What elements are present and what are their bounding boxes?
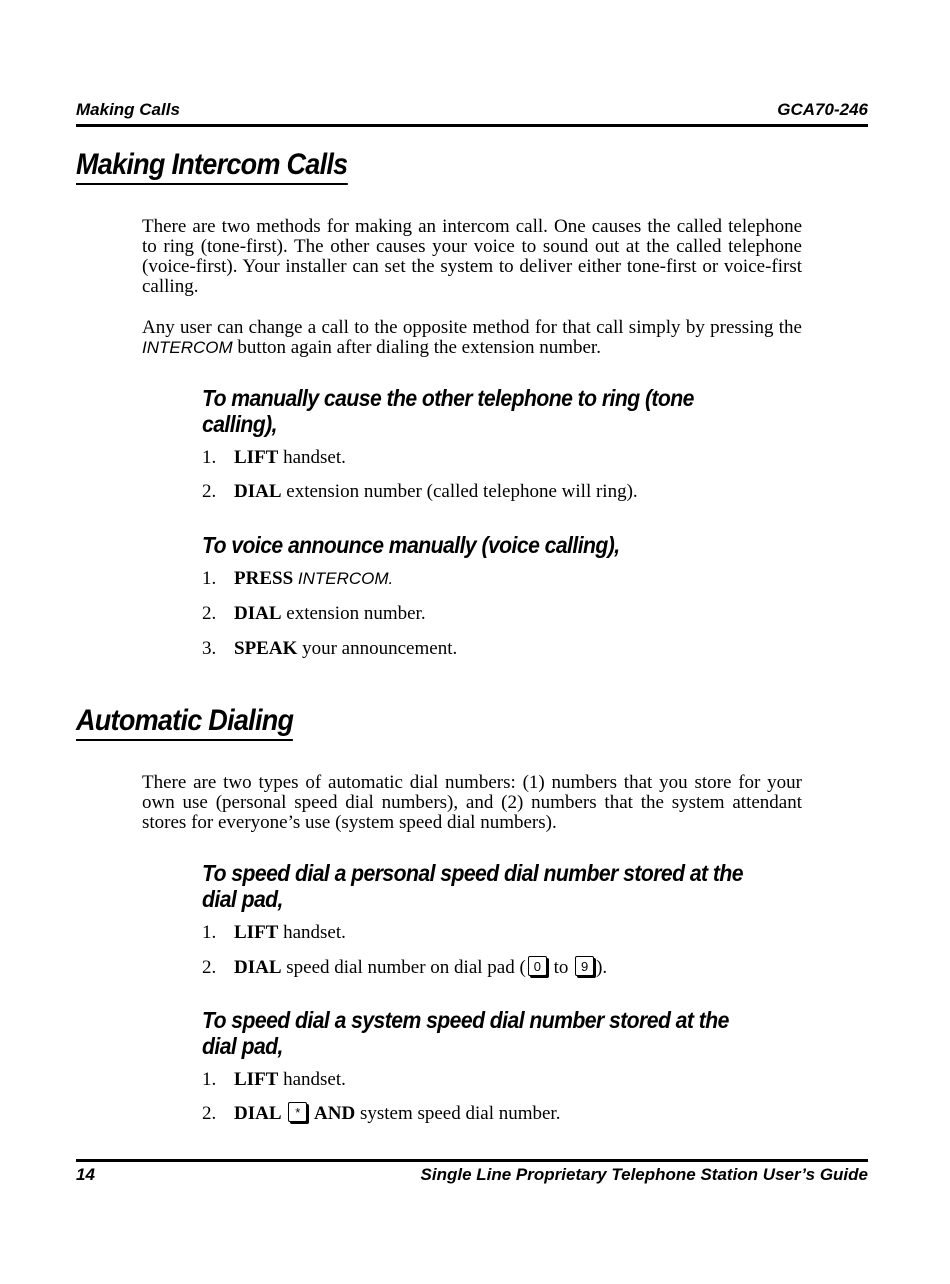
step-keyword: DIAL bbox=[234, 1103, 282, 1124]
step-keyword: PRESS bbox=[234, 568, 294, 589]
step-keyword: DIAL bbox=[234, 957, 282, 978]
step-keyword: LIFT bbox=[234, 922, 279, 943]
step-number: 1. bbox=[202, 568, 217, 589]
intercom-intro-paragraph: There are two methods for making an intercom call. One causes the called telephone to ring (tone-first). The other causes your voice to sound out at the called telephone (voice-first). Your installer can set the system to deliver either tone-first or voice-first calling. bbox=[142, 216, 802, 297]
step-text: ). bbox=[596, 957, 608, 978]
step-number: 2. bbox=[202, 481, 217, 502]
automatic-dialing-paragraph: There are two types of automatic dial numbers: (1) numbers that you store for your own use (personal speed dial numbers), and (2) numbers that the system attendant stores for everyone’s use (system speed dial numbers). bbox=[142, 772, 802, 833]
step-item bbox=[202, 922, 346, 944]
para-text: Any user can change a call to the opposite method for that call simply by pressing the bbox=[142, 317, 802, 338]
subheading-tone-calling: To manually cause the other telephone to ring (tone calling), bbox=[202, 385, 694, 437]
step-number: 1. bbox=[202, 1069, 217, 1090]
section-title-intercom: Making Intercom Calls bbox=[76, 150, 347, 185]
subheading-system-speed-dial: To speed dial a system speed dial number stored at the dial pad, bbox=[202, 1007, 729, 1059]
step-item bbox=[202, 568, 393, 590]
step-text: your announcement. bbox=[297, 638, 458, 659]
section-title-automatic-dialing: Automatic Dialing bbox=[76, 706, 293, 741]
step-keyword: AND bbox=[314, 1103, 356, 1124]
header-chapter: Making Calls bbox=[76, 100, 180, 119]
step-item bbox=[202, 1102, 560, 1125]
step-item bbox=[202, 603, 426, 625]
step-text: system speed dial number. bbox=[355, 1103, 561, 1124]
step-text: extension number. bbox=[281, 603, 426, 624]
step-item bbox=[202, 447, 346, 469]
step-item bbox=[202, 481, 638, 503]
footer-rule bbox=[76, 1159, 868, 1162]
step-text: extension number (called telephone will ring). bbox=[281, 481, 638, 502]
step-keyword: LIFT bbox=[234, 447, 279, 468]
dial-key-0-icon: 0 bbox=[528, 956, 547, 976]
step-number: 3. bbox=[202, 638, 217, 659]
step-number: 2. bbox=[202, 957, 217, 978]
step-number: 1. bbox=[202, 447, 217, 468]
step-keyword: LIFT bbox=[234, 1069, 279, 1090]
subheading-personal-speed-dial: To speed dial a personal speed dial number stored at the dial pad, bbox=[202, 860, 743, 912]
step-text: speed dial number on dial pad ( bbox=[281, 957, 526, 978]
footer-book-title: Single Line Proprietary Telephone Station User’s Guide bbox=[420, 1165, 868, 1184]
dial-key-9-icon: 9 bbox=[575, 956, 594, 976]
step-item bbox=[202, 956, 607, 979]
step-text: handset. bbox=[278, 447, 346, 468]
step-number: 1. bbox=[202, 922, 217, 943]
intercom-key-label: INTERCOM. bbox=[297, 569, 394, 588]
step-text: handset. bbox=[278, 1069, 346, 1090]
page-number: 14 bbox=[76, 1165, 95, 1184]
intercom-key-label: INTERCOM bbox=[142, 338, 233, 357]
step-keyword: DIAL bbox=[234, 481, 282, 502]
step-text: handset. bbox=[278, 922, 346, 943]
header-rule bbox=[76, 124, 868, 127]
step-text: to bbox=[548, 957, 574, 978]
step-item bbox=[202, 638, 457, 660]
page-footer bbox=[76, 1165, 868, 1189]
para-text: button again after dialing the extension number. bbox=[232, 337, 601, 358]
step-number: 2. bbox=[202, 1103, 217, 1124]
dial-key-star-icon: * bbox=[288, 1102, 307, 1122]
intercom-change-paragraph bbox=[142, 318, 802, 358]
step-keyword: SPEAK bbox=[234, 638, 298, 659]
step-item bbox=[202, 1069, 346, 1091]
header-doc-number: GCA70-246 bbox=[777, 100, 868, 119]
step-keyword: DIAL bbox=[234, 603, 282, 624]
subheading-voice-calling: To voice announce manually (voice calling), bbox=[202, 532, 620, 558]
step-number: 2. bbox=[202, 603, 217, 624]
